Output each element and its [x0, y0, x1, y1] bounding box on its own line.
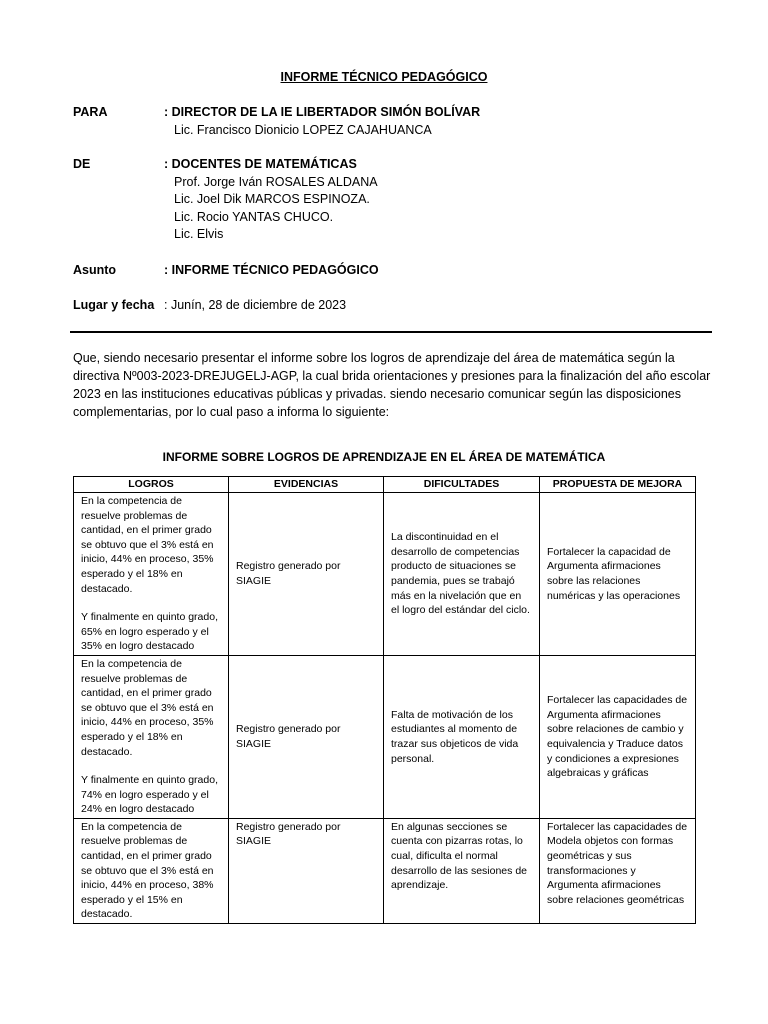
- logros-text: En la competencia de resuelve problemas de cantidad, en el primer grado se obtuvo que el 3% está en inicio, 44% en proceso, 35% esperado y el 18% en destacado.: [81, 657, 214, 758]
- logros-text-final: Y finalmente en quinto grado, 65% en logro esperado y el 35% en logro destacado: [81, 611, 218, 653]
- logros-text: En la competencia de resuelve problemas de cantidad, en el primer grado se obtuvo que el 3% está en inicio, 44% en proceso, 35% esperado y el 18% en destacado.: [81, 495, 214, 595]
- cell-propuesta: Fortalecer la capacidad de Argumenta afirmaciones sobre las relaciones numéricas y las operaciones: [540, 493, 696, 656]
- cell-evidencias: Registro generado por SIAGIE: [229, 655, 384, 818]
- intro-paragraph: Que, siendo necesario presentar el informe sobre los logros de aprendizaje del área de matemática según la directiva Nº003-2023-DREJUGELJ-AGP, la cual brida orientaciones y presiones para la finalización del año escolar 2023 en las instituciones educativas públicas y privadas. siendo necesario comunicar según las disposiciones complementarias, por lo cual paso a informa lo siguiente:: [73, 351, 711, 419]
- asunto-value: : INFORME TÉCNICO PEDAGÓGICO: [164, 263, 379, 277]
- para-label: PARA: [73, 105, 108, 119]
- lugar-value: : Junín, 28 de diciembre de 2023: [164, 298, 347, 312]
- de-name: Lic. Elvis: [174, 227, 224, 241]
- cell-propuesta: Fortalecer las capacidades de Argumenta afirmaciones sobre relaciones de cambio y equivalencia y Traduce datos y condiciones a expresiones algebraicas y gráficas: [540, 655, 696, 818]
- cell-logros: [74, 655, 229, 818]
- table-row: [74, 493, 696, 656]
- cell-evidencias: Registro generado por SIAGIE: [229, 493, 384, 656]
- col-header-logros: LOGROS: [74, 477, 229, 493]
- achievements-table: [73, 476, 696, 924]
- cell-dificultades: En algunas secciones se cuenta con pizarras rotas, lo cual, dificulta el normal desarrollo de las sesiones de aprendizaje.: [384, 818, 540, 923]
- para-name: Lic. Francisco Dionicio LOPEZ CAJAHUANCA: [174, 122, 432, 137]
- logros-text-final: Y finalmente en quinto grado, 74% en logro esperado y el 24% en logro destacado: [81, 774, 218, 816]
- cell-dificultades: Falta de motivación de los estudiantes al momento de trazar sus objeticos de vida personal.: [384, 655, 540, 818]
- de-label: DE: [73, 157, 91, 171]
- de-names: [174, 174, 378, 244]
- table-row: [74, 818, 696, 923]
- para-names: [174, 122, 432, 140]
- col-header-propuesta: PROPUESTA DE MEJORA: [540, 477, 696, 493]
- cell-propuesta: Fortalecer las capacidades de Modela objetos con formas geométricas y sus transformaciones y Argumenta afirmaciones sobre relaciones geométricas: [540, 818, 696, 923]
- col-header-dificultades: DIFICULTADES: [384, 477, 540, 493]
- table-header-row: [74, 477, 696, 493]
- para-value: : DIRECTOR DE LA IE LIBERTADOR SIMÓN BOLÍVAR: [164, 105, 481, 119]
- table-title: INFORME SOBRE LOGROS DE APRENDIZAJE EN EL ÁREA DE MATEMÁTICA: [162, 450, 606, 464]
- de-value: : DOCENTES DE MATEMÁTICAS: [164, 157, 357, 171]
- asunto-label: Asunto: [73, 263, 117, 277]
- de-name: Lic. Rocio YANTAS CHUCO.: [174, 209, 334, 224]
- cell-evidencias: Registro generado por SIAGIE: [229, 818, 384, 923]
- cell-dificultades: La discontinuidad en el desarrollo de competencias producto de situaciones se pandemia, pues se trabajó más en la nivelación que en el logro del estándar del ciclo.: [384, 493, 540, 656]
- cell-logros: [74, 493, 229, 656]
- table-row: [74, 655, 696, 818]
- lugar-label: Lugar y fecha: [73, 298, 155, 312]
- cell-logros: En la competencia de resuelve problemas de cantidad, en el primer grado se obtuvo que el 3% está en inicio, 44% en proceso, 38% esperado y el 15% en destacado.: [74, 818, 229, 923]
- col-header-evidencias: EVIDENCIAS: [229, 477, 384, 493]
- document-title: INFORME TÉCNICO PEDAGÓGICO: [280, 70, 488, 84]
- de-name: Prof. Jorge Iván ROSALES ALDANA: [174, 174, 378, 189]
- de-name: Lic. Joel Dik MARCOS ESPINOZA.: [174, 192, 370, 206]
- header-divider: [70, 331, 712, 333]
